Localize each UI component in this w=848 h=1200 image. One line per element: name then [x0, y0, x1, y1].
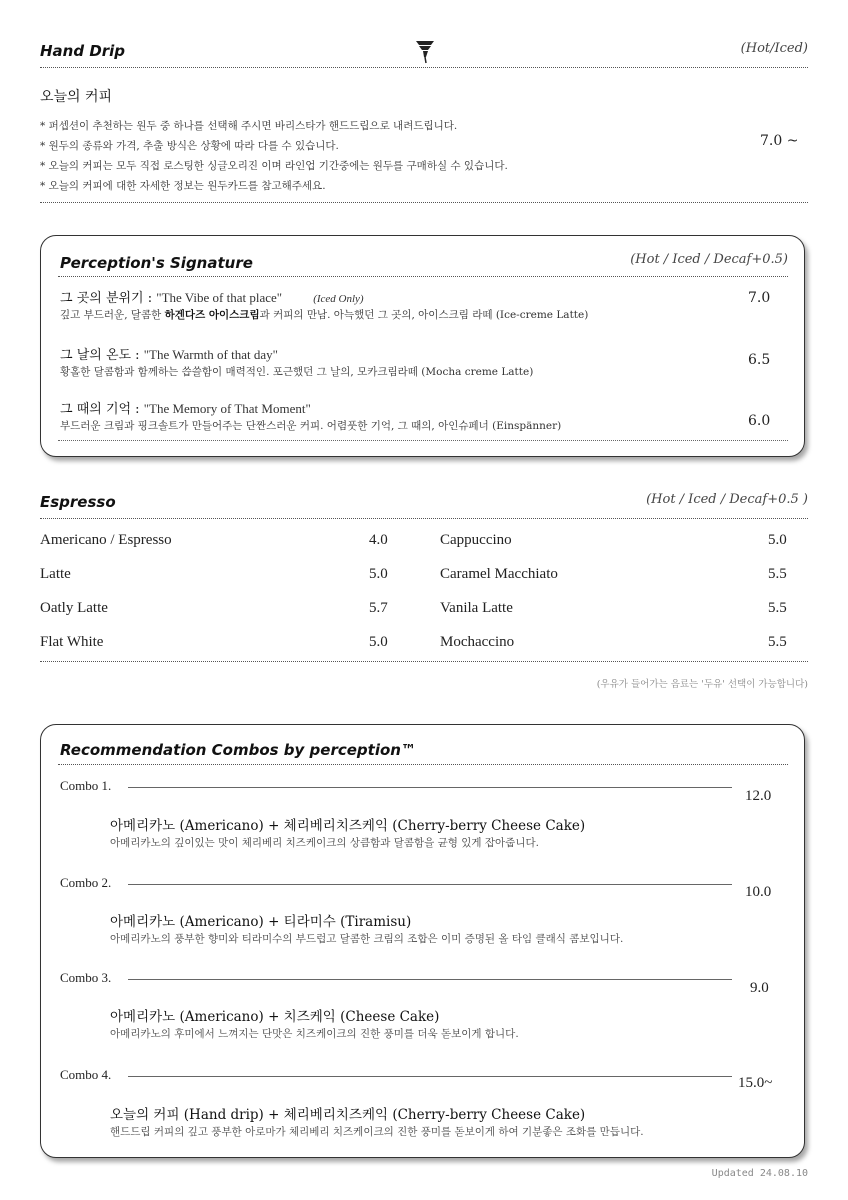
divider: [58, 764, 788, 765]
hand-drip-title: Hand Drip: [40, 42, 126, 60]
tornado-logo-icon: [414, 38, 436, 64]
signature-item-name: 그 때의 기억 :: [60, 402, 144, 417]
espresso-item-oatly-latte: Oatly Latte: [40, 600, 108, 616]
espresso-price: 5.0: [369, 634, 388, 650]
signature-item-price: 7.0: [748, 290, 771, 306]
combo-label: Combo 4.: [60, 1067, 112, 1082]
signature-title: Perception's Signature: [60, 254, 253, 272]
desc-text: 과 커피의 만남. 아늑했던 그 곳의, 아이스크림 라떼 (Ice-creme Latte): [259, 309, 589, 321]
espresso-price: 5.7: [369, 600, 388, 616]
espresso-price: 5.5: [768, 566, 787, 582]
combo-desc: 아메리카노의 후미에서 느껴지는 단맛은 치즈케이크의 진한 풍미를 더욱 돋보이게 합니다.: [110, 1028, 519, 1040]
espresso-price: 4.0: [369, 532, 388, 548]
divider: [40, 67, 808, 68]
espresso-item-latte: Latte: [40, 566, 71, 582]
divider: [58, 276, 788, 277]
hand-drip-note: (Hot/Iced): [740, 41, 808, 56]
signature-item-desc: 황홀한 달콤함과 함께하는 씁쓸함이 매력적인. 포근했던 그 날의, 모카크림라떼 (Mocha creme Latte): [60, 366, 534, 378]
hand-drip-line-2: * 원두의 종류와 가격, 추출 방식은 상황에 따라 다를 수 있습니다.: [40, 140, 339, 152]
combo-title: 오늘의 커피 (Hand drip) + 체리베리치즈케익 (Cherry-berry Cheese Cake): [110, 1107, 586, 1123]
espresso-item-mochaccino: Mochaccino: [440, 634, 515, 650]
signature-note: (Hot / Iced / Decaf+0.5): [630, 252, 788, 267]
combo-rule: [128, 979, 732, 980]
espresso-price: 5.5: [768, 634, 787, 650]
hand-drip-subtitle: 오늘의 커피: [40, 89, 113, 105]
espresso-price: 5.5: [768, 600, 787, 616]
espresso-note: (Hot / Iced / Decaf+0.5 ): [646, 492, 808, 507]
updated-date: Updated 24.08.10: [711, 1168, 808, 1179]
espresso-item-caramel-macchiato: Caramel Macchiato: [440, 566, 558, 582]
combos-title: Recommendation Combos by perception™: [60, 741, 416, 759]
signature-item-desc: 부드러운 크림과 핑크솔트가 만들어주는 단짠스러운 커피. 어렴풋한 기억, 그 때의, 아인슈페너 (Einspänner): [60, 420, 562, 432]
desc-text: 깊고 부드러운, 달콤한: [60, 309, 165, 321]
combo-label: Combo 2.: [60, 875, 112, 890]
combo-price: 12.0: [745, 788, 772, 804]
espresso-item-cappuccino: Cappuccino: [440, 532, 512, 548]
espresso-price: 5.0: [768, 532, 787, 548]
divider: [58, 440, 788, 441]
signature-item-1: [60, 287, 364, 306]
combo-desc: 아메리카노의 풍부한 향미와 티라미수의 부드럽고 달콤한 크림의 조합은 이미 증명된 올 타임 클래식 콤보입니다.: [110, 933, 624, 945]
combo-title: 아메리카노 (Americano) + 티라미수 (Tiramisu): [110, 914, 412, 930]
combo-rule: [128, 787, 732, 788]
combo-price: 15.0~: [738, 1075, 773, 1091]
divider: [40, 661, 808, 662]
signature-item-price: 6.0: [748, 413, 771, 429]
hand-drip-line-3: * 오늘의 커피는 모두 직접 로스팅한 싱글오리진 이며 라인업 기간중에는 원두를 구매하실 수 있습니다.: [40, 160, 508, 172]
signature-item-en: "The Memory of That Moment": [143, 401, 311, 416]
combo-rule: [128, 1076, 732, 1077]
signature-item-2: [60, 344, 278, 363]
signature-item-3: [60, 398, 311, 417]
espresso-title: Espresso: [40, 493, 116, 511]
combo-title: 아메리카노 (Americano) + 체리베리치즈케익 (Cherry-berry Cheese Cake): [110, 818, 586, 834]
espresso-price: 5.0: [369, 566, 388, 582]
combo-desc: 핸드드립 커피의 깊고 풍부한 아로마가 체리베리 치즈케이크의 진한 풍미를 돋보이게 하여 기분좋은 조화를 만듭니다.: [110, 1126, 644, 1138]
signature-item-tag: (Iced Only): [313, 293, 364, 305]
desc-highlight: 하겐다즈 아이스크림: [164, 309, 260, 321]
combo-label: Combo 3.: [60, 970, 112, 985]
hand-drip-line-1: * 퍼셉션이 추천하는 원두 중 하나를 선택해 주시면 바리스타가 핸드드립으로 내려드립니다.: [40, 120, 458, 132]
combo-title: 아메리카노 (Americano) + 치즈케익 (Cheese Cake): [110, 1009, 440, 1025]
divider: [40, 202, 808, 203]
signature-item-price: 6.5: [748, 352, 771, 368]
signature-item-desc: [60, 307, 588, 322]
signature-item-en: "The Warmth of that day": [143, 347, 278, 362]
combo-price: 9.0: [750, 980, 769, 996]
espresso-item-americano: Americano / Espresso: [40, 532, 172, 548]
signature-item-en: "The Vibe of that place": [156, 290, 283, 305]
signature-item-name: 그 곳의 분위기 :: [60, 291, 157, 306]
signature-item-name: 그 날의 온도 :: [60, 348, 144, 363]
combo-label: Combo 1.: [60, 778, 112, 793]
hand-drip-price: 7.0 ~: [760, 133, 799, 149]
espresso-item-flat-white: Flat White: [40, 634, 104, 650]
hand-drip-line-4: * 오늘의 커피에 대한 자세한 정보는 원두카드를 참고해주세요.: [40, 180, 326, 192]
combo-desc: 아메리카노의 깊이있는 맛이 체리베리 치즈케이크의 상큼함과 달콤함을 균형 있게 잡아줍니다.: [110, 837, 539, 849]
combo-rule: [128, 884, 732, 885]
divider: [40, 518, 808, 519]
espresso-item-vanila-latte: Vanila Latte: [440, 600, 513, 616]
espresso-footnote: (우유가 들어가는 음료는 '두유' 선택이 가능합니다): [596, 679, 808, 690]
combo-price: 10.0: [745, 884, 772, 900]
